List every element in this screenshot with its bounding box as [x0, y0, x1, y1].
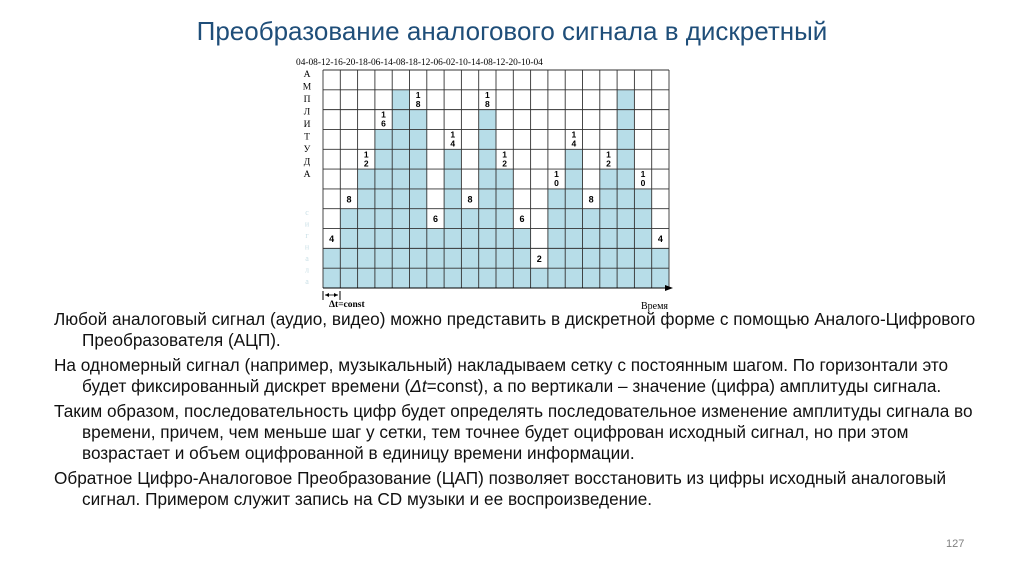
paragraph-dac: Обратное Цифро-Аналоговое Преобразование (ЦАП) позволяет восстановить из цифры исходный аналоговый сигнал. Примером служит запись на CD музыки и ее воспроизведение. [54, 468, 947, 509]
value-label-digit: 1 [381, 109, 386, 120]
paragraph-grid-post: =const), а по вертикали – значение (цифра) амплитуды сигнала. [426, 376, 942, 396]
y-axis-label [303, 70, 312, 180]
y-axis-faint-letter: г [305, 231, 309, 240]
signal-bar [634, 189, 651, 288]
paragraph-adc: Любой аналоговый сигнал (аудио, видео) можно представить в дискретной форме с помощью Аналого-Цифрового Преобразователя (АЦП). [54, 309, 976, 350]
value-label-digit: 0 [640, 178, 646, 189]
sequence-label: 04-08-12-16-20-18-06-14-08-18-12-06-02-10-14-08-12-20-10-04 [296, 58, 543, 68]
value-label: 6 [519, 214, 525, 225]
signal-bar [531, 268, 548, 288]
value-label: 2 [536, 253, 542, 264]
value-label-digit: 4 [450, 138, 456, 149]
value-label-digit: 1 [502, 149, 508, 160]
value-label-digit: 6 [381, 118, 386, 129]
value-label-digit: 1 [484, 89, 490, 100]
signal-bar [565, 149, 582, 288]
y-axis-letter: М [302, 82, 312, 93]
value-label-digit: 1 [640, 169, 646, 180]
body-text [54, 309, 984, 514]
y-axis-letter: Л [303, 107, 311, 118]
value-label-digit: 2 [363, 158, 369, 169]
sampling-grid-figure [296, 50, 696, 312]
value-label: 8 [346, 194, 352, 205]
value-label-digit: 1 [606, 149, 611, 160]
value-label-digit: 4 [571, 138, 577, 149]
page-number: 127 [946, 538, 965, 550]
value-label: 4 [329, 233, 335, 244]
y-axis-letter: У [303, 145, 311, 155]
y-axis-letter: И [303, 120, 311, 130]
paragraph-grid [54, 355, 984, 397]
value-label-digit: 2 [606, 158, 611, 169]
signal-bar [513, 229, 530, 288]
signal-bar [479, 110, 496, 288]
value-label-digit: 1 [415, 89, 421, 100]
dt-label: Δt=const [329, 300, 365, 310]
y-axis-letter: Д [303, 157, 311, 168]
signal-bar [548, 189, 565, 288]
grid-lines [323, 70, 669, 288]
signal-bar [444, 149, 461, 288]
value-label: 4 [657, 233, 663, 244]
value-label-digit: 1 [554, 169, 559, 180]
y-axis-letter: А [303, 170, 311, 180]
y-axis-faint-letter: л [305, 265, 309, 275]
y-axis-letter: П [303, 95, 311, 105]
y-axis-faint-letter: а [305, 277, 309, 286]
value-label-digit: 1 [571, 129, 577, 140]
y-axis-faint-letter: н [304, 242, 310, 252]
y-axis-faint-letter: с [305, 208, 309, 217]
value-label: 8 [467, 194, 473, 205]
y-axis-faint-label [305, 208, 310, 286]
paragraph-sequence: Таким образом, последовательность цифр будет определять последовательное изменение амплитуды сигнала во времени, причем, чем меньше шаг у сетки, тем точнее будет оцифрован исходный сигнал, но при этом возрастает и объем оцифрованной в единицу времени информации. [54, 401, 973, 463]
signal-bar [427, 229, 444, 288]
value-label-digit: 8 [415, 98, 421, 109]
signal-bar [410, 110, 427, 288]
dt-marker [323, 291, 340, 300]
y-axis-letter: А [303, 70, 311, 80]
slide-title: Преобразование аналогового сигнала в дискретный [196, 16, 828, 46]
delta-t-symbol: Δt [410, 376, 427, 396]
value-label-digit: 0 [554, 178, 559, 189]
value-label-digit: 8 [484, 98, 490, 109]
value-label: 8 [588, 194, 594, 205]
y-axis-faint-letter: а [305, 254, 309, 263]
x-axis-label: Время [641, 301, 669, 312]
y-axis-letter: Т [304, 132, 310, 143]
paragraph-grid-pre: На одномерный сигнал (например, музыкальный) накладываем сетку с постоянным шагом. По горизонтали это будет фиксированный дискрет времени ( [54, 355, 949, 396]
value-label: 6 [432, 214, 438, 225]
y-axis-faint-letter: и [304, 219, 310, 229]
value-label-digit: 1 [450, 129, 456, 140]
value-label-digit: 2 [502, 158, 508, 169]
value-label-digit: 1 [363, 149, 369, 160]
